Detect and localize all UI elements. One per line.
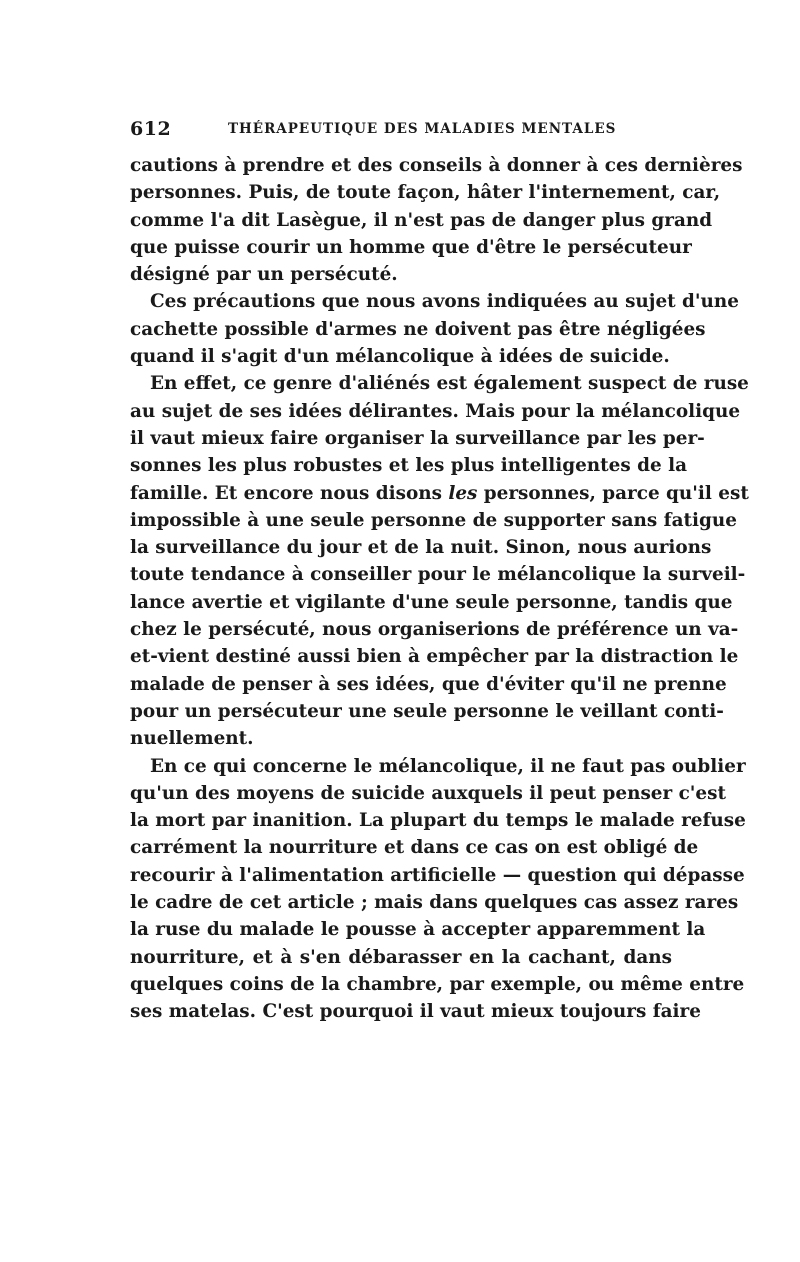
- text-line: chez le persécuté, nous organiserions de préférence un va-: [130, 619, 739, 641]
- text-segment: personnes, parce qu'il est: [477, 482, 749, 504]
- text-line: cachette possible d'armes ne doivent pas être négligées: [130, 318, 706, 340]
- text-line: lance avertie et vigilante d'une seule personne, tandis que: [130, 591, 733, 613]
- text-line: impossible à une seule personne de supporter sans fatigue: [130, 509, 737, 531]
- text-line: quand il s'agit d'un mélancolique à idées de suicide.: [130, 346, 670, 368]
- text-line: qu'un des moyens de suicide auxquels il peut penser c'est: [130, 782, 726, 804]
- text-line: il vaut mieux faire organiser la surveillance par les per-: [130, 427, 705, 449]
- text-line: le cadre de cet article ; mais dans quelques cas assez rares: [130, 892, 739, 914]
- text-line: malade de penser à ses idées, que d'éviter qu'il ne prenne: [130, 673, 727, 695]
- page-header: [130, 118, 672, 142]
- text-line: nuellement.: [130, 728, 254, 750]
- paragraph-start-line: En effet, ce genre d'aliénés est également suspect de ruse: [150, 373, 749, 395]
- text-line: la ruse du malade le pousse à accepter apparemment la: [130, 919, 706, 941]
- text-line: recourir à l'alimentation artificielle — question qui dépasse: [130, 864, 745, 886]
- body-text: [130, 152, 749, 1026]
- page-number: 612: [130, 118, 172, 140]
- paragraph-start-line: En ce qui concerne le mélancolique, il ne faut pas oublier: [150, 755, 746, 777]
- text-line: sonnes les plus robustes et les plus intelligentes de la: [130, 455, 687, 477]
- text-line: nourriture, et à s'en débarasser en la cachant, dans: [130, 946, 672, 968]
- italic-word: les: [448, 482, 478, 504]
- text-line: au sujet de ses idées délirantes. Mais pour la mélancolique: [130, 400, 741, 422]
- paragraph-start-line: Ces précautions que nous avons indiquées au sujet d'une: [150, 291, 739, 313]
- text-line: personnes. Puis, de toute façon, hâter l'internement, car,: [130, 182, 721, 204]
- text-line: carrément la nourriture et dans ce cas on est obligé de: [130, 837, 699, 859]
- text-line: désigné par un persécuté.: [130, 264, 398, 286]
- text-line: comme l'a dit Lasègue, il n'est pas de danger plus grand: [130, 209, 713, 231]
- text-line: et-vient destiné aussi bien à empêcher par la distraction le: [130, 646, 739, 668]
- text-line: cautions à prendre et des conseils à donner à ces dernières: [130, 155, 743, 176]
- text-line: pour un persécuteur une seule personne le veillant conti-: [130, 700, 724, 722]
- text-line: ses matelas. C'est pourquoi il vaut mieux toujours faire: [130, 1001, 701, 1023]
- text-line: quelques coins de la chambre, par exemple, ou même entre: [130, 973, 745, 995]
- text-line: que puisse courir un homme que d'être le persécuteur: [130, 236, 692, 258]
- text-line: la mort par inanition. La plupart du temps le malade refuse: [130, 810, 746, 832]
- text-line-with-italic: [130, 480, 749, 507]
- running-title: THÉRAPEUTIQUE DES MALADIES MENTALES: [228, 121, 617, 137]
- text-line: toute tendance à conseiller pour le mélancolique la surveil-: [130, 564, 746, 586]
- text-line: la surveillance du jour et de la nuit. Sinon, nous aurions: [130, 537, 712, 559]
- text-segment: famille. Et encore nous disons: [130, 482, 449, 504]
